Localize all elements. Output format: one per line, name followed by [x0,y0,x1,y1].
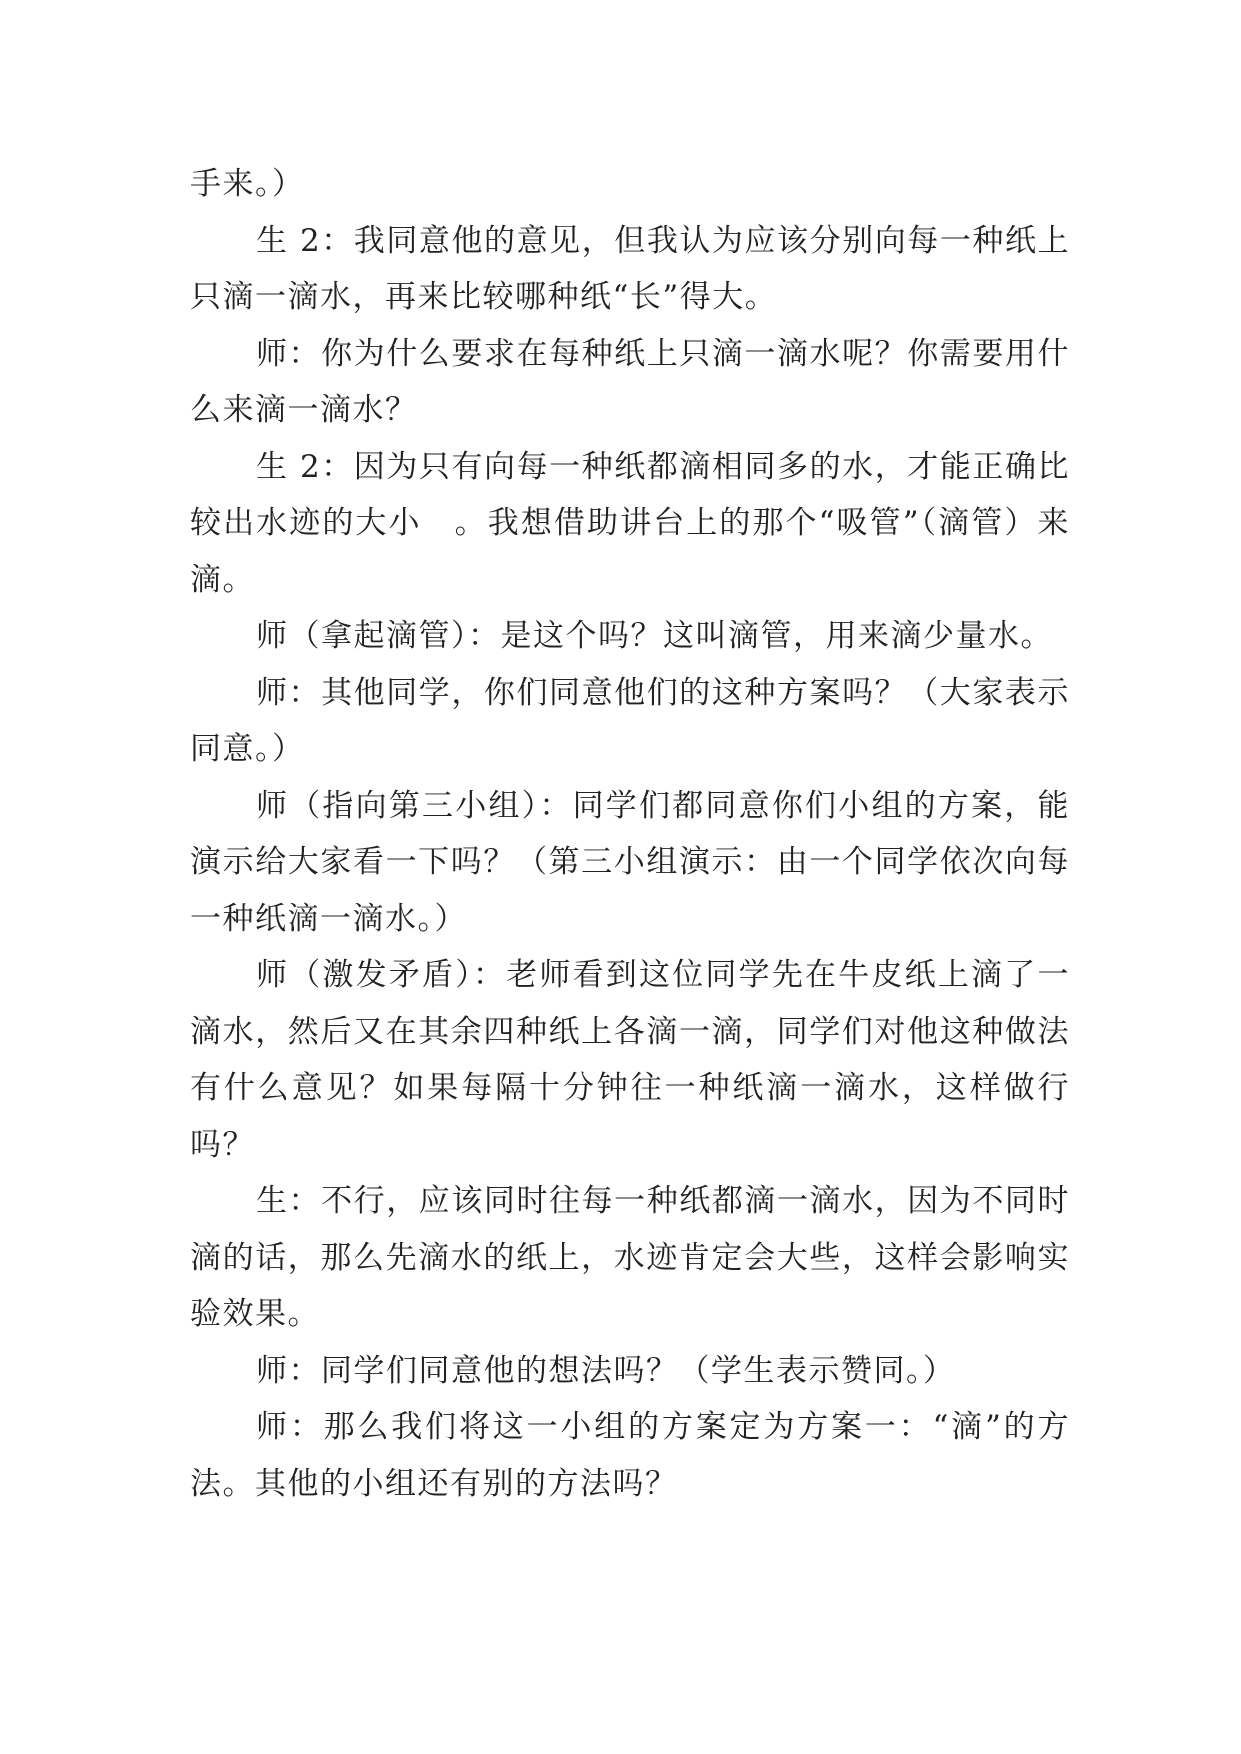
paragraph-student2-reason: 生 2：因为只有向每一种纸都滴相同多的水，才能正确比较出水迹的大小 。我想借助讲台上的那个“吸管”（滴管）来滴。 [190,448,1070,598]
paragraph-student2-opinion: 生 2：我同意他的意见，但我认为应该分别向每一种纸上只滴一滴水，再来比较哪种纸“长”得大。 [190,222,1070,315]
paragraph-teacher-group3: 师（指向第三小组）：同学们都同意你们小组的方案，能演示给大家看一下吗？（第三小组演示：由一个同学依次向每一种纸滴一滴水。） [190,787,1070,937]
paragraph-teacher-consent: 师：同学们同意他的想法吗？（学生表示赞同。） [256,1352,956,1389]
document-body [190,156,1070,1512]
paragraph-teacher-dropper: 师（拿起滴管）：是这个吗？这叫滴管，用来滴少量水。 [256,618,1053,654]
paragraph-teacher-plan-one: 师：那么我们将这一小组的方案定为方案一：“滴”的方法。其他的小组还有别的方法吗？ [190,1409,1070,1502]
paragraph-teacher-conflict: 师（激发矛盾）：老师看到这位同学先在牛皮纸上滴了一滴水，然后又在其余四种纸上各滴一滴，同学们对他这种做法有什么意见？如果每隔十分钟往一种纸滴一滴水，这样做行吗？ [190,957,1070,1163]
paragraph-continuation: 手来。） [190,166,305,202]
paragraph-student-answer: 生：不行，应该同时往每一种纸都滴一滴水，因为不同时滴的话，那么先滴水的纸上，水迹肯定会大些，这样会影响实验效果。 [190,1183,1070,1332]
paragraph-teacher-question: 师：你为什么要求在每种纸上只滴一滴水呢？你需要用什么来滴一滴水？ [190,335,1070,428]
paragraph-teacher-agree: 师：其他同学，你们同意他们的这种方案吗？（大家表示同意。） [190,674,1070,767]
